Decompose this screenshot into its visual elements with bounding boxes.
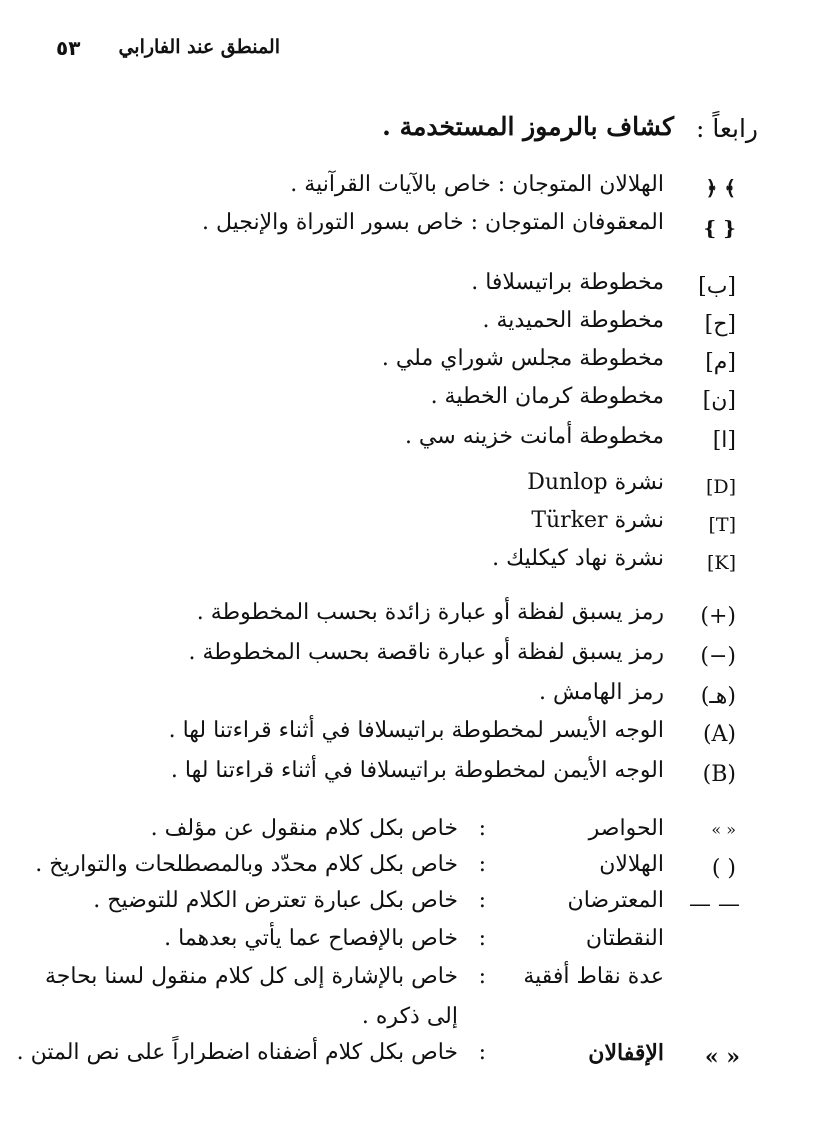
- symbol-a: (A): [702, 722, 736, 747]
- mark-desc: خاص بكل عبارة تعترض الكلام للتوضيح .: [93, 888, 458, 913]
- mark-colon: :: [478, 852, 486, 877]
- edition-symbol: [K]: [706, 552, 736, 574]
- mark-symbol: « »: [711, 820, 736, 839]
- symbol-margin: (هـ): [700, 684, 736, 709]
- symbol-desc: رمز يسبق لفظة أو عبارة ناقصة بحسب المخطوطة .: [188, 640, 664, 665]
- manuscript-symbol: [ا]: [712, 428, 736, 453]
- mark-name: عدة نقاط أفقية: [523, 964, 664, 989]
- mark-desc-continued: إلى ذكره .: [361, 1004, 458, 1029]
- symbol-desc: رمز الهامش .: [538, 680, 664, 705]
- mark-colon: :: [478, 926, 486, 951]
- mark-colon: :: [478, 964, 486, 989]
- mark-colon: :: [478, 1040, 486, 1065]
- edition-desc: نشرة نهاد كيكليك .: [492, 546, 664, 571]
- edition-desc: نشرة Türker: [531, 508, 664, 533]
- symbol-b: (B): [702, 762, 736, 787]
- symbol-desc: الوجه الأيمن لمخطوطة براتيسلافا في أثناء قراءتنا لها .: [170, 758, 664, 783]
- mark-desc: خاص بالإشارة إلى كل كلام منقول لسنا بحاجة: [44, 964, 458, 989]
- mark-name: الإقفالان: [588, 1040, 664, 1066]
- mark-name: النقطتان: [585, 926, 664, 951]
- mark-name: الهلالان: [599, 852, 664, 877]
- mark-desc: خاص بكل كلام منقول عن مؤلف .: [150, 816, 458, 841]
- symbol-desc: رمز يسبق لفظة أو عبارة زائدة بحسب المخطوطة .: [196, 600, 664, 625]
- mark-desc: خاص بالإفصاح عما يأتي بعدهما .: [164, 926, 458, 951]
- bracket-desc-torah: المعقوفان المتوجان : خاص بسور التوراة والإنجيل .: [202, 210, 664, 235]
- manuscript-desc: مخطوطة الحميدية .: [482, 308, 664, 333]
- mark-name: الحواصر: [588, 816, 664, 841]
- mark-name: المعترضان: [567, 888, 664, 913]
- mark-desc: خاص بكل كلام محدّد وبالمصطلحات والتواريخ .: [35, 852, 458, 877]
- manuscript-symbol: [ن]: [702, 388, 736, 413]
- section-label: رابعاً :: [695, 114, 758, 143]
- symbol-plus: (+): [700, 604, 736, 629]
- manuscript-desc: مخطوطة أمانت خزينه سي .: [404, 424, 664, 449]
- mark-symbol: « »: [704, 1044, 740, 1070]
- running-title: المنطق عند الفارابي: [118, 36, 280, 58]
- manuscript-symbol: [ح]: [704, 312, 736, 337]
- edition-symbol: [D]: [705, 476, 736, 498]
- mark-desc: خاص بكل كلام أضفناه اضطراراً على نص المتن .: [16, 1040, 458, 1065]
- edition-symbol: [T]: [708, 514, 736, 536]
- page-number: ٥٣: [56, 36, 81, 60]
- manuscript-symbol: [م]: [705, 350, 736, 375]
- manuscript-desc: مخطوطة براتيسلافا .: [471, 270, 664, 295]
- manuscript-desc: مخطوطة مجلس شوراي ملي .: [381, 346, 664, 371]
- manuscript-desc: مخطوطة كرمان الخطية .: [430, 384, 664, 409]
- bracket-symbol-quran: ﴿ ﴾: [705, 176, 736, 200]
- symbol-minus: (−): [700, 644, 736, 669]
- mark-colon: :: [478, 888, 486, 913]
- symbol-desc: الوجه الأيسر لمخطوطة براتيسلافا في أثناء قراءتنا لها .: [168, 718, 664, 743]
- edition-desc: نشرة Dunlop: [527, 470, 664, 495]
- mark-symbol: ( ): [711, 856, 736, 881]
- manuscript-symbol: [ب]: [698, 274, 736, 299]
- bracket-symbol-torah: { }: [703, 216, 736, 240]
- mark-symbol: — —: [689, 892, 740, 917]
- bracket-desc-quran: الهلالان المتوجان : خاص بالآيات القرآنية .: [290, 172, 664, 197]
- section-title: كشاف بالرموز المستخدمة .: [382, 112, 674, 141]
- mark-colon: :: [478, 816, 486, 841]
